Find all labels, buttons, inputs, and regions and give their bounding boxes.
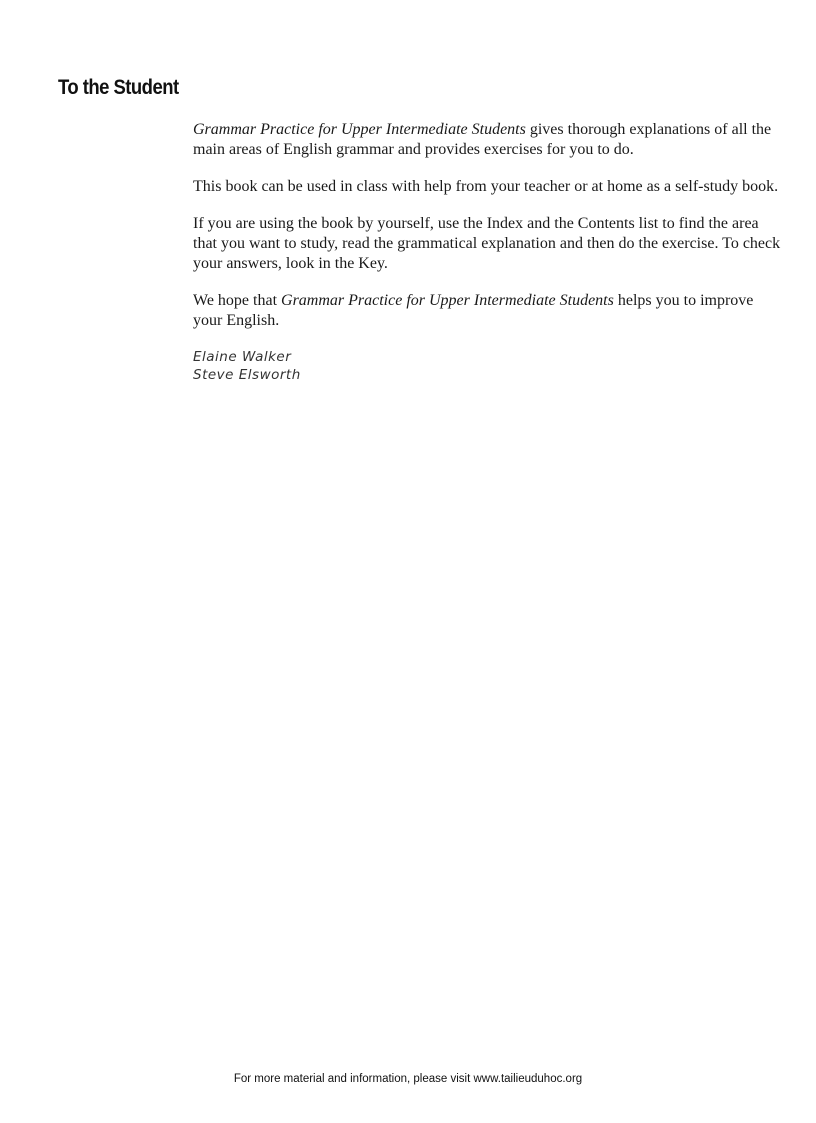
paragraph-usage	[193, 177, 783, 197]
paragraph-text: helps you to improve your English.	[193, 292, 754, 329]
author-signatures	[193, 348, 783, 384]
paragraph-text: This book can be used in class with help from your teacher or at home as a self-study book.	[193, 178, 779, 195]
book-title: Grammar Practice for Upper Intermediate Students	[193, 121, 526, 138]
author-name: Elaine Walker	[193, 349, 292, 365]
author-name: Steve Elsworth	[193, 367, 301, 383]
paragraph-instructions	[193, 214, 783, 274]
paragraph-closing	[193, 291, 783, 331]
paragraph-intro	[193, 120, 783, 160]
paragraph-text: We hope that	[193, 292, 282, 309]
paragraph-text: gives thorough explanations of all the main areas of English grammar and provides exercises for you to do.	[193, 121, 772, 158]
paragraph-text: If you are using the book by yourself, use the Index and the Contents list to find the area that you want to study, read the grammatical explanation and then do the exercise. To check your answers, look in the Key.	[193, 215, 781, 272]
footer-text: For more material and information, please visit www.tailieuduhoc.org	[233, 1073, 583, 1085]
body-text	[193, 120, 783, 384]
footer-note	[0, 1073, 816, 1085]
book-title: Grammar Practice for Upper Intermediate Students	[281, 292, 614, 309]
page-title: To the Student	[58, 76, 179, 99]
